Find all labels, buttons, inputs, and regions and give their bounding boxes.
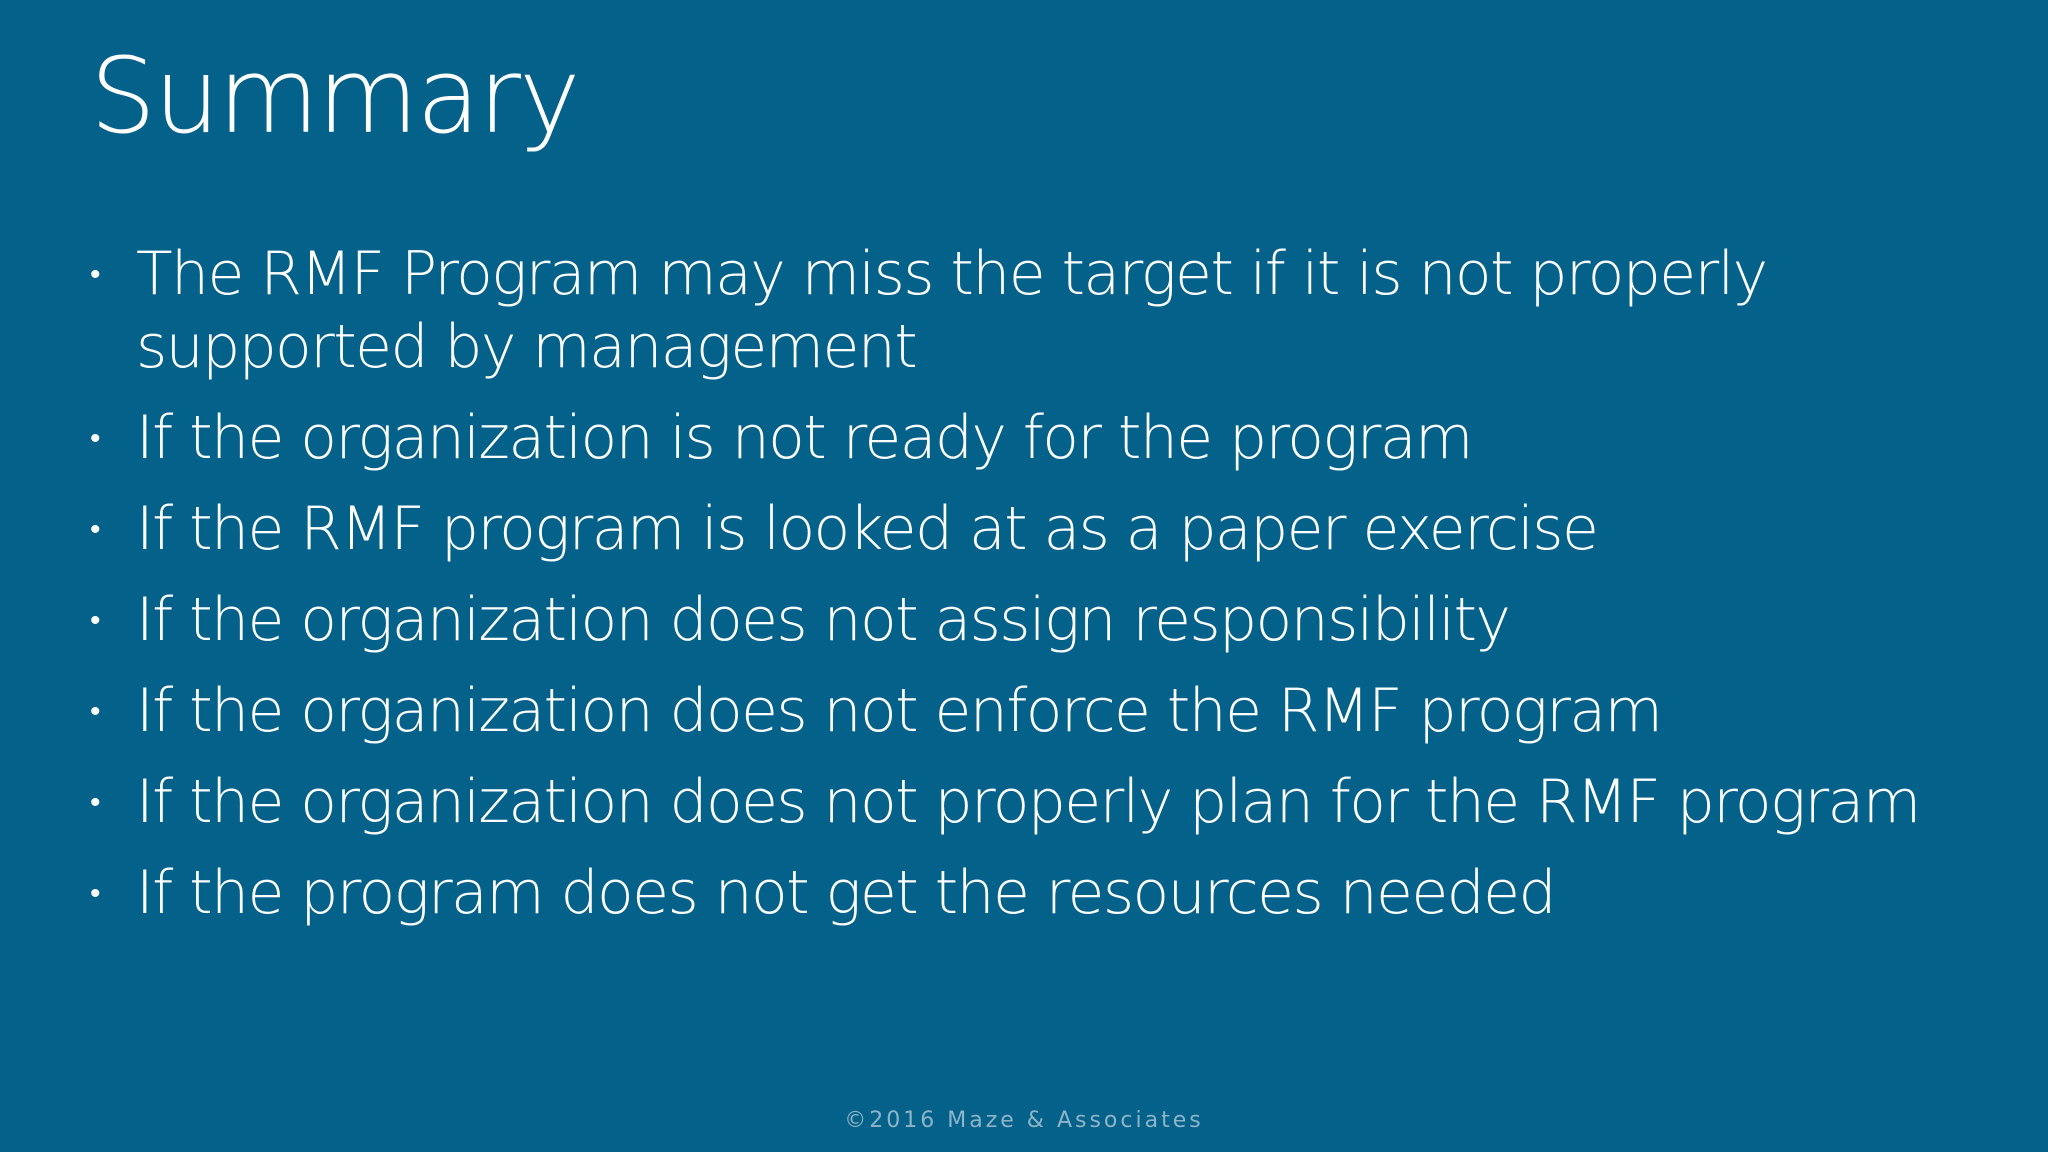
bullet-dot-icon: • <box>90 603 99 638</box>
bullet-item <box>90 584 1990 657</box>
bullet-dot-icon: • <box>90 694 99 729</box>
bullet-text: If the organization does not enforce the RMF program <box>136 676 1662 746</box>
bullet-item <box>90 766 1990 839</box>
bullet-text: If the organization does not assign responsibility <box>136 585 1510 655</box>
bullet-dot-icon: • <box>90 421 99 456</box>
bullet-text: If the program does not get the resources needed <box>136 858 1555 928</box>
bullet-dot-icon: • <box>90 257 99 292</box>
bullet-list <box>90 238 1990 948</box>
bullet-item <box>90 857 1990 930</box>
bullet-text: If the organization is not ready for the program <box>136 403 1472 473</box>
bullet-item <box>90 493 1990 566</box>
bullet-item <box>90 402 1990 475</box>
bullet-text: The RMF Program may miss the target if it is not properly supported by management <box>136 239 1767 382</box>
bullet-dot-icon: • <box>90 785 99 820</box>
copyright-footer: ©2016 Maze & Associates <box>844 1108 1204 1133</box>
bullet-dot-icon: • <box>90 512 99 547</box>
slide-title: Summary <box>90 35 579 157</box>
bullet-text: If the organization does not properly plan for the RMF program <box>136 767 1920 837</box>
bullet-text: If the RMF program is looked at as a paper exercise <box>136 494 1598 564</box>
bullet-item <box>90 675 1990 748</box>
bullet-item <box>90 238 1990 384</box>
bullet-dot-icon: • <box>90 876 99 911</box>
